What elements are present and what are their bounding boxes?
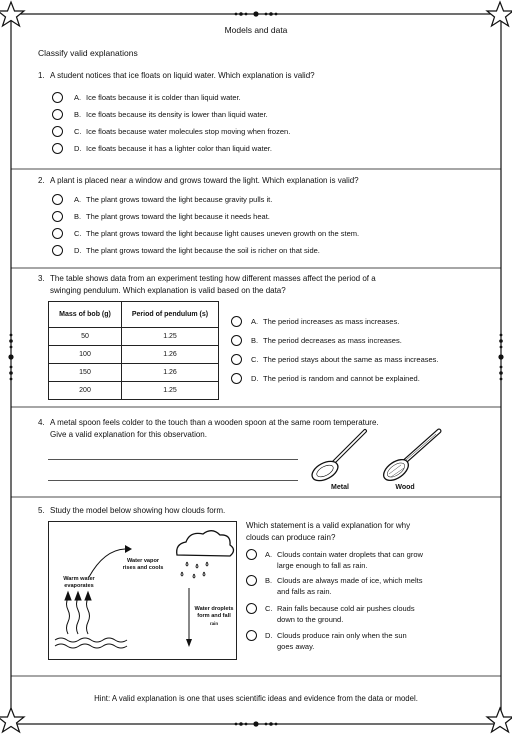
q3-option-c[interactable] [231, 354, 471, 365]
table-cell: 1.25 [122, 328, 219, 346]
radio-circle[interactable] [52, 211, 63, 222]
radio-circle[interactable] [231, 335, 242, 346]
option-text-line1: Rain falls because cold air pushes clouds [277, 604, 415, 613]
option-letter: A. [251, 317, 259, 326]
option-letter: D. [74, 246, 82, 255]
question-5 [38, 505, 338, 517]
q3-option-d[interactable] [231, 373, 471, 384]
corner-star-top-left [0, 2, 24, 26]
table-row [49, 382, 219, 400]
table-row [49, 328, 219, 346]
page-title: Models and data [224, 25, 288, 35]
q3-option-a[interactable] [231, 316, 471, 327]
table-cell: 100 [49, 346, 122, 364]
question-5-prompt [246, 520, 476, 544]
option-letter: D. [251, 374, 259, 383]
water-waves-icon [55, 638, 127, 648]
q1-option-a[interactable] [52, 92, 452, 103]
spoon-illustration [305, 427, 445, 485]
question-number: 4. [38, 418, 45, 427]
option-text: Ice floats because it has a lighter color than liquid water. [86, 144, 272, 153]
option-letter: C. [251, 355, 259, 364]
option-text: Ice floats because its density is lower than liquid water. [86, 110, 268, 119]
option-text-line2: goes away. [277, 642, 315, 651]
q5-option-c[interactable] [246, 603, 476, 625]
table-cell: 1.26 [122, 364, 219, 382]
option-letter: C. [265, 604, 273, 613]
option-text: The period is random and cannot be explained. [263, 374, 420, 383]
option-text: The plant grows toward the light because light causes uneven growth on the stem. [86, 229, 360, 238]
radio-circle[interactable] [246, 630, 257, 641]
option-text: The plant grows toward the light because gravity pulls it. [86, 195, 273, 204]
option-text: The period decreases as mass increases. [263, 336, 402, 345]
option-text: Ice floats because water molecules stop moving when frozen. [86, 127, 291, 136]
option-text: The plant grows toward the light because the soil is richer on that side. [86, 246, 320, 255]
option-text: The period increases as mass increases. [263, 317, 400, 326]
question-1 [38, 70, 478, 82]
question-text: A plant is placed near a window and grows toward the light. Which explanation is valid? [50, 176, 359, 185]
radio-circle[interactable] [52, 194, 63, 205]
option-letter: A. [74, 195, 82, 204]
q2-option-b[interactable] [52, 211, 472, 222]
wooden-spoon-icon [380, 431, 439, 485]
option-letter: C. [74, 229, 82, 238]
radio-circle[interactable] [231, 354, 242, 365]
q1-option-d[interactable] [52, 143, 452, 154]
question-text: A student notices that ice floats on liquid water. Which explanation is valid? [50, 71, 315, 80]
option-letter: A. [265, 550, 273, 559]
radio-circle[interactable] [52, 92, 63, 103]
prompt-line1: Which statement is a valid explanation for why [246, 521, 411, 530]
question-text-line2: Give a valid explanation for this observation. [50, 430, 207, 439]
q5-option-d[interactable] [246, 630, 476, 652]
question-number: 2. [38, 176, 45, 185]
option-text-line1: Clouds produce rain only when the sun [277, 631, 407, 640]
radio-circle[interactable] [246, 603, 257, 614]
option-letter: A. [74, 93, 82, 102]
question-number: 3. [38, 274, 45, 283]
question-text: Study the model below showing how clouds form. [50, 506, 226, 515]
q2-option-a[interactable] [52, 194, 472, 205]
question-text-line2: swinging pendulum. Which explanation is valid based on the data? [50, 286, 286, 295]
option-letter: B. [251, 336, 259, 345]
model-label-vapor: Water vapor rises and cools [122, 558, 164, 571]
q5-option-a[interactable] [246, 549, 476, 571]
radio-circle[interactable] [231, 316, 242, 327]
q1-option-b[interactable] [52, 109, 452, 120]
hint-text: Hint: A valid explanation is one that uses scientific ideas and evidence from the data or model. [94, 694, 418, 703]
model-label-droplets: Water droplets form and fall rain [194, 606, 234, 626]
radio-circle[interactable] [52, 143, 63, 154]
answer-line[interactable] [48, 480, 298, 481]
question-3 [38, 273, 478, 297]
table-cell: 50 [49, 328, 122, 346]
q5-option-b[interactable] [246, 575, 476, 597]
radio-circle[interactable] [52, 245, 63, 256]
radio-circle[interactable] [231, 373, 242, 384]
cloud-model-diagram [48, 521, 237, 660]
table-cell: 150 [49, 364, 122, 382]
option-letter: D. [74, 144, 82, 153]
corner-star-bottom-left [0, 708, 24, 732]
raindrops-icon [181, 562, 208, 578]
radio-circle[interactable] [52, 228, 63, 239]
answer-line[interactable] [48, 459, 298, 460]
spoon-label-metal: Metal [331, 484, 349, 491]
corner-star-top-right [487, 2, 512, 26]
option-letter: B. [74, 110, 82, 119]
column-header: Mass of bob (g) [49, 302, 122, 328]
q2-option-c[interactable] [52, 228, 472, 239]
cloud-icon [177, 531, 234, 556]
corner-star-bottom-right [487, 708, 512, 732]
question-text-line1: A metal spoon feels colder to the touch than a wooden spoon at the same room temperature. [50, 418, 379, 427]
table-cell: 1.25 [122, 382, 219, 400]
model-label-evaporation: Warm water evaporates [63, 576, 95, 589]
q3-option-b[interactable] [231, 335, 471, 346]
option-text-line2: large enough to fall as rain. [277, 561, 368, 570]
border-dots-left [8, 334, 13, 381]
border-dots-top [235, 11, 278, 16]
question-text-line1: The table shows data from an experiment testing how different masses affect the period of a [50, 274, 376, 283]
option-text: The plant grows toward the light because it needs heat. [86, 212, 270, 221]
pendulum-data-table [48, 301, 219, 400]
table-cell: 200 [49, 382, 122, 400]
radio-circle[interactable] [52, 126, 63, 137]
option-text-line1: Clouds contain water droplets that can grow [277, 550, 423, 559]
option-letter: D. [265, 631, 273, 640]
option-text: Ice floats because it is colder than liquid water. [86, 93, 241, 102]
spoon-label-wood: Wood [395, 484, 415, 491]
question-number: 1. [38, 71, 45, 80]
metal-spoon-icon [309, 431, 365, 485]
border-dots-bottom [235, 721, 278, 726]
table-row [49, 346, 219, 364]
option-letter: B. [74, 212, 82, 221]
column-header: Period of pendulum (s) [122, 302, 219, 328]
table-header-row [49, 302, 219, 328]
radio-circle[interactable] [52, 109, 63, 120]
q2-option-d[interactable] [52, 245, 472, 256]
question-2 [38, 175, 478, 187]
border-dots-right [498, 334, 503, 381]
option-letter: B. [265, 576, 273, 585]
prompt-line2: clouds can produce rain? [246, 533, 336, 542]
option-text-line1: Clouds are always made of ice, which melts [277, 576, 423, 585]
rising-vapor-arrows-icon [65, 592, 91, 634]
option-text-line2: and falls as rain. [277, 587, 332, 596]
option-text: The period stays about the same as mass increases. [263, 355, 439, 364]
option-letter: C. [74, 127, 82, 136]
radio-circle[interactable] [246, 575, 257, 586]
option-text-line2: down to the ground. [277, 615, 344, 624]
q1-option-c[interactable] [52, 126, 452, 137]
table-cell: 1.26 [122, 346, 219, 364]
section-heading: Classify valid explanations [38, 48, 138, 58]
water-cycle-drawing [49, 522, 238, 661]
radio-circle[interactable] [246, 549, 257, 560]
question-number: 5. [38, 506, 45, 515]
table-row [49, 364, 219, 382]
